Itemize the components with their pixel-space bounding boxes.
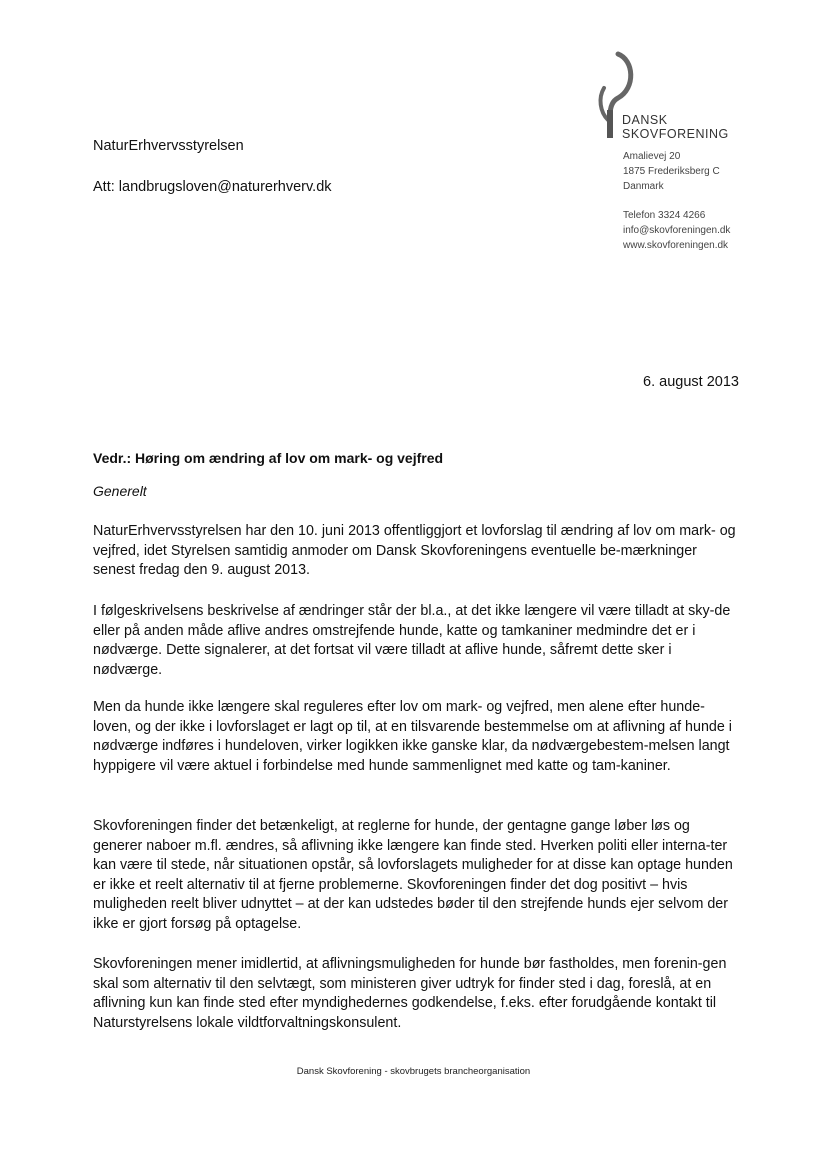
recipient-name: NaturErhvervsstyrelsen [93, 138, 244, 154]
address-street: Amalievej 20 [623, 151, 681, 162]
logo-text-line1: DANSK [622, 113, 668, 127]
sender-website: www.skovforeningen.dk [623, 240, 729, 251]
logo-text-line2: SKOVFORENING [622, 127, 729, 141]
body-paragraph: I følgeskrivelsens beskrivelse af ændringer står der bl.a., at det ikke længere vil være tilladt at sky-de eller på anden måde aflive andres omstrejfende hunde, katte og tamkaniner medmindre det er i nødværge. Dette signalerer, at det fortsat vil være tilladt at aflive hunde, såfremt dette sker i nødværge. [93, 603, 731, 678]
sender-contact [623, 208, 730, 253]
recipient-attention: Att: landbrugsloven@naturerhverv.dk [93, 179, 332, 195]
sender-address [623, 149, 720, 194]
dansk-skovforening-logo [592, 50, 732, 140]
body-paragraph: Skovforeningen finder det betænkeligt, at reglerne for hunde, der gentagne gange løber løs og generer naboer m.fl. ændres, så aflivning ikke længere kan finde sted. Hverken politi eller interna-ter kan være til stede, når situationen opstår, så lovforslagets muligheder for at disse kan optage hunden er ikke et reelt alternativ til at fjerne problemerne. Skovforeningen finder det dog positivt – hvis muligheden reelt bliver udnyttet – at der kan udstedes bøder til den strejfende hunds ejer selvom der ikke er gjort forsøg på optagelse. [93, 818, 733, 932]
body-paragraph: NaturErhvervsstyrelsen har den 10. juni 2013 offentliggjort et lovforslag til ændring af lov om mark- og vejfred, idet Styrelsen samtidig anmoder om Dansk Skovforeningens eventuelle be-mærkninger senest fredag den 9. august 2013. [93, 523, 736, 579]
body-paragraph: Men da hunde ikke længere skal reguleres efter lov om mark- og vejfred, men alene efter hunde-loven, og der ikke i lovforslaget er lagt op til, at en tilsvarende bestemmelse om at aflivning af hunde i nødværge indføres i hundeloven, virker logikken ikke ganske klar, da nødværgebestem-melsen langt hyppigere vil være aktuel i forbindelse med hunde sammenlignet med katte og tam-kaniner. [93, 699, 732, 774]
body-paragraph: Skovforeningen mener imidlertid, at aflivningsmuligheden for hunde bør fastholdes, men forenin-gen skal som alternativ til den selvtægt, som ministeren giver udtryk for finder sted i dag, foreslå, at en aflivning kun kan finde sted efter myndighedernes godkendelse, f.eks. efter forudgående kontakt til Naturstyrelsens lokale vildtforvaltningskonsulent. [93, 956, 727, 1031]
address-city: 1875 Frederiksberg C [623, 166, 720, 177]
page-footer: Dansk Skovforening - skovbrugets brancheorganisation [296, 1066, 531, 1077]
letter-subject: Vedr.: Høring om ændring af lov om mark- og vejfred [93, 450, 444, 466]
letter-date: 6. august 2013 [643, 374, 739, 390]
sender-email: info@skovforeningen.dk [623, 225, 731, 236]
sender-phone: Telefon 3324 4266 [623, 210, 706, 221]
section-heading: Generelt [93, 483, 147, 499]
address-country: Danmark [623, 181, 664, 192]
